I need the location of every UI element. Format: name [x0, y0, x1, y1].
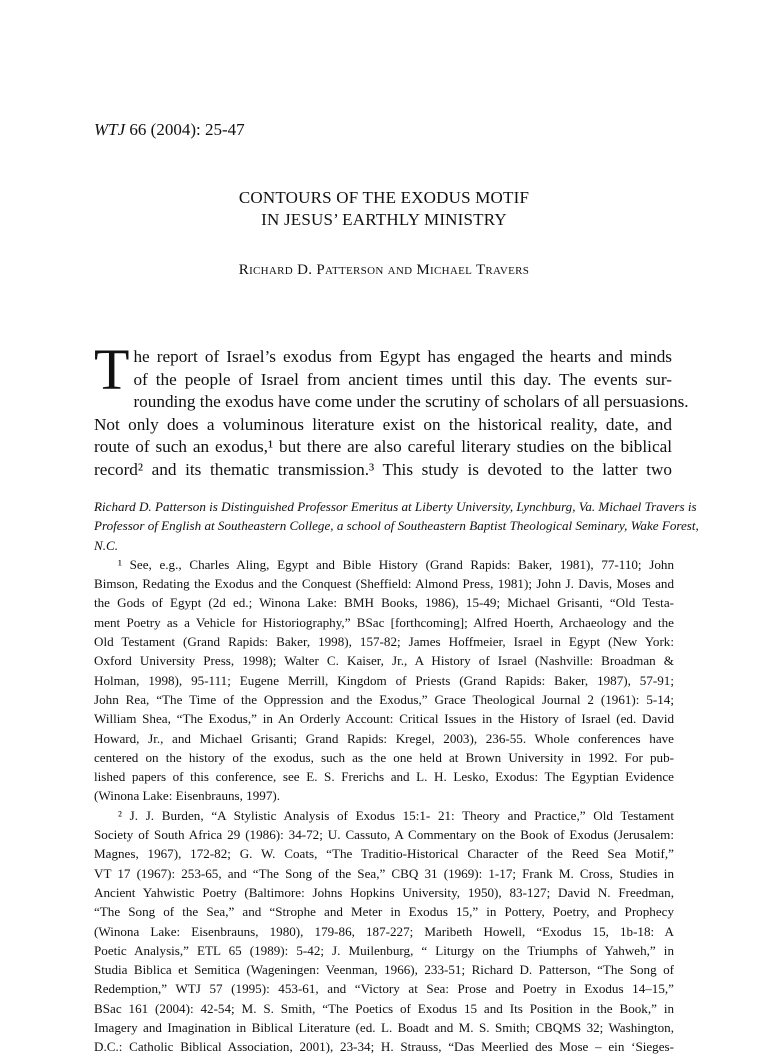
body-line: of the people of Israel from ancient times until this day. The events sur-	[133, 369, 672, 389]
footnote-1-line: (Winona Lake: Eisenbrauns, 1997).	[94, 788, 281, 804]
footnote-1-line: ¹ See, e.g., Charles Aling, Egypt and Bible History (Grand Rapids: Baker, 1981), 77-110; John	[118, 556, 674, 572]
footnote-1-line: Holman, 1998), 95-111; Eugene Merrill, Kingdom of Priests (Grand Rapids: Baker, 1987), 57-91;	[94, 672, 674, 688]
footnote-2-line: Redemption,” WTJ 57 (1995): 453-61, and “Victory at Sea: Prose and Poetry in Exodus 14–15,”	[94, 981, 674, 997]
footnote-1-line: Howard, Jr., and Michael Grisanti; Grand Rapids: Kregel, 2003), 236-55. Whole conferences have	[94, 730, 674, 746]
footnote-2-line: Ancient Yahwistic Poetry (Baltimore: Johns Hopkins University, 1950), 83-127; David N. Freedman,	[94, 884, 674, 900]
author-note-line: Professor of English at Southeastern College, a school of Southeastern Baptist Theological Seminary, Wake Forest,	[94, 518, 699, 534]
footnote-1-line: John Rea, “The Time of the Oppression and the Exodus,” Grace Theological Journal 2 (1961): 5-14;	[94, 691, 674, 707]
footnote-2-line: Society of South Africa 29 (1986): 34-72; U. Cassuto, A Commentary on the Book of Exodus (Jerusalem:	[94, 827, 674, 843]
footnote-1-line: ment Poetry as a Vehicle for Historiography,” BSac [forthcoming]; Alfred Hoerth, Archaeology and the	[94, 614, 674, 630]
footnote-2-line: Magnes, 1967), 172-82; G. W. Coats, “The Traditio-Historical Character of the Reed Sea Motif,”	[94, 846, 674, 862]
author-note-line: Richard D. Patterson is Distinguished Professor Emeritus at Liberty University, Lynchburg, Va. Michael Travers is	[94, 499, 697, 514]
footnote-1-line: William Shea, “The Exodus,” in An Orderly Account: Critical Issues in the History of Israel (ed. David	[94, 711, 674, 727]
body-line: record² and its thematic transmission.³ This study is devoted to the latter two	[94, 459, 672, 479]
footnote-2-line: “The Song of the Sea,” and “Strophe and Meter in Exodus 15,” in Pottery, Poetry, and Prophecy	[94, 904, 674, 920]
footnote-2-line: D.C.: Catholic Biblical Association, 2001), 23-34; H. Strauss, “Das Meerlied des Mose – ein ‘Sieges-	[94, 1039, 674, 1055]
footnote-1-line: the Gods of Egypt (2d ed.; Winona Lake: BMH Books, 1986), 15-49; Michael Grisanti, “Old Testa-	[94, 595, 674, 611]
body-line: rounding the exodus have come under the scrutiny of scholars of all persuasions.	[133, 392, 689, 412]
author-note-line: N.C.	[94, 537, 119, 553]
article-authors: Richard D. Patterson and Michael Travers	[238, 262, 530, 278]
footnote-1-line: centered on the history of the exodus, such as the one held at Brown University in 1992. For pub-	[94, 749, 674, 765]
footnote-2-line: ² J. J. Burden, “A Stylistic Analysis of Exodus 15:1- 21: Theory and Practice,” Old Testament	[118, 807, 674, 823]
journal-abbrev: WTJ	[94, 120, 126, 139]
footnote-1-line: Oxford University Press, 1998); Walter C. Kaiser, Jr., A History of Israel (Nashville: Broadman &	[94, 653, 674, 669]
body-line: Not only does a voluminous literature exist on the historical reality, date, and	[94, 414, 672, 434]
footnote-2-line: Poetic Analysis,” ETL 65 (1989): 5-42; J. Muilenburg, “ Liturgy on the Triumphs of Yahweh,” in	[94, 942, 674, 958]
footnote-2-line: (Winona Lake: Eisenbrauns, 1980), 179-86, 187-227; Maribeth Howell, “Exodus 15, 1b-18: A	[94, 923, 674, 939]
footnotes	[94, 497, 699, 1057]
journal-volume-pages: 66 (2004): 25-47	[125, 120, 245, 139]
footnote-1-line: lished papers of this conference, see E. S. Frerichs and L. H. Lesko, Exodus: The Egyptian Evidence	[94, 769, 674, 785]
footnote-2-line: Studia Biblica et Semitica (Wageningen: Veenman, 1966), 233-51; Richard D. Patterson, “The Song of	[94, 962, 674, 978]
footnote-2-line: VT 17 (1967): 253-65, and “The Song of the Sea,” CBQ 31 (1969): 1-17; Frank M. Cross, Studies in	[94, 865, 674, 881]
footnote-1-line: Old Testament (Grand Rapids: Baker, 1998), 157-82; James Hoffmeier, Israel in Egypt (New York:	[94, 634, 674, 650]
journal-citation	[94, 120, 245, 140]
footnote-1-line: Bimson, Redating the Exodus and the Conquest (Sheffield: Almond Press, 1981); John J. Davis, Moses and	[94, 576, 674, 592]
body-line: he report of Israel’s exodus from Egypt has engaged the hearts and minds	[133, 347, 672, 366]
body-line: route of such an exodus,¹ but there are also careful literary studies on the biblical	[94, 437, 672, 457]
article-title-line-1: CONTOURS OF THE EXODUS MOTIF	[238, 188, 530, 207]
footnote-2-line: BSac 161 (2004): 42-54; M. S. Smith, “The Poetics of Exodus 15 and Its Position in the Book,” in	[94, 1000, 674, 1016]
footnote-2-line: Imagery and Imagination in Biblical Literature (ed. L. Boadt and M. S. Smith; CBQMS 32; Washington,	[94, 1020, 674, 1036]
drop-cap: T	[94, 337, 130, 402]
article-title-line-2: IN JESUS’ EARTHLY MINISTRY	[261, 210, 507, 229]
body-paragraph	[94, 337, 689, 482]
